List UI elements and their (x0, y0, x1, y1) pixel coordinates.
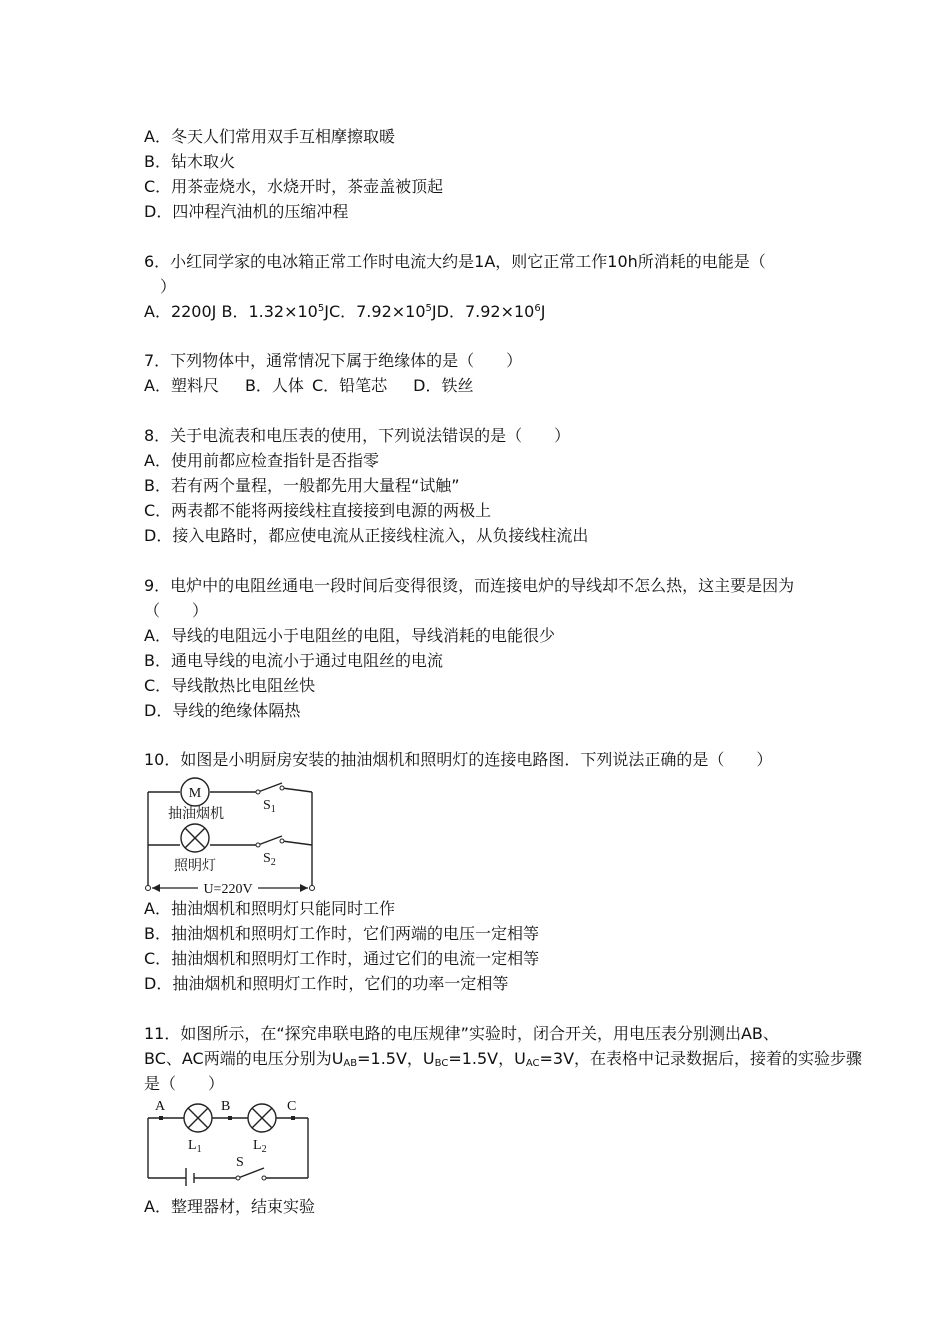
q6-stem: 6．小红同学家的电冰箱正常工作时电流大约是1A，则它正常工作10h所消耗的电能是（ (144, 252, 766, 271)
q9-option-b: B．通电导线的电流小于通过电阻丝的电流 (144, 651, 443, 670)
q10-option-a: A．抽油烟机和照明灯只能同时工作 (144, 899, 395, 918)
point-b-label: B (221, 1099, 231, 1114)
q7-options (144, 376, 473, 396)
point-c-label: C (287, 1099, 297, 1114)
point-a-label: A (155, 1099, 166, 1114)
q8-option-b: B．若有两个量程，一般都先用大量程“试触” (144, 476, 460, 495)
q9-stem-continued: （ ） (144, 601, 209, 620)
q10-option-d: D．抽油烟机和照明灯工作时，它们的功率一定相等 (144, 974, 509, 993)
q8-stem: 8．关于电流表和电压表的使用，下列说法错误的是（ ） (144, 426, 571, 445)
q10-option-c: C．抽油烟机和照明灯工作时，通过它们的电流一定相等 (144, 949, 540, 968)
q9-option-a: A．导线的电阻远小于电阻丝的电阻，导线消耗的电能很少 (144, 626, 555, 645)
q10-stem: 10．如图是小明厨房安装的抽油烟机和照明灯的连接电路图．下列说法正确的是（ ） (144, 750, 773, 769)
lamp-l1-label: $L_1$ (188, 1138, 202, 1155)
q7-stem: 7．下列物体中，通常情况下属于绝缘体的是（ ） (144, 351, 523, 370)
q5-option-c: C．用茶壶烧水，水烧开时，茶壶盖被顶起 (144, 177, 444, 196)
q7-option-b: B．人体 (244, 376, 304, 395)
motor-label: 抽油烟机 (168, 806, 224, 822)
switch-1-label: $S_1$ (263, 798, 276, 815)
q8-option-a: A．使用前都应检查指针是否指零 (144, 451, 379, 470)
q8-option-c: C．两表都不能将两接线柱直接接到电源的两极上 (144, 501, 492, 520)
voltage-label: U=220V (203, 882, 253, 897)
q6-option-b: B．$1.32\times 10^5J$ (221, 302, 329, 321)
q5-option-d: D．四冲程汽油机的压缩冲程 (144, 202, 349, 221)
q11-stem-line3: 是（ ） (144, 1074, 225, 1093)
q6-option-c: C．$7.92\times 10^5J$ (328, 302, 437, 321)
q7-option-a: A．塑料尺 (144, 376, 219, 395)
q5-option-b: B．钻木取火 (144, 152, 235, 171)
q11-circuit-diagram (140, 1094, 320, 1186)
switch-label: S (236, 1155, 244, 1170)
motor-symbol-label: M (188, 786, 202, 801)
q6-stem-continued: ） (160, 277, 177, 296)
q9-option-c: C．导线散热比电阻丝快 (144, 676, 316, 695)
lamp-l2-label: $L_2$ (253, 1138, 267, 1155)
q11-option-a: A．整理器材，结束实验 (144, 1197, 315, 1216)
q6-option-d: D．$7.92\times 10^6J$ (436, 302, 546, 321)
switch-2-label: $S_2$ (263, 851, 276, 868)
q8-option-d: D．接入电路时，都应使电流从正接线柱流入，从负接线柱流出 (144, 526, 589, 545)
q9-stem: 9．电炉中的电阻丝通电一段时间后变得很烫，而连接电炉的导线却不怎么热，这主要是因为 (144, 576, 795, 595)
q7-option-d: D．铁丝 (413, 376, 474, 395)
q5-option-a: A．冬天人们常用双手互相摩擦取暖 (144, 127, 395, 146)
q11-stem-line2: BC、AC两端的电压分别为$U_{AB}=1.5V$，$U_{BC}=1.5V$，$U_{AC}=3V$，在表格中记录数据后，接着的实验步骤 (144, 1049, 863, 1069)
q10-circuit-diagram (140, 772, 330, 897)
q11-stem: 11．如图所示，在“探究串联电路的电压规律”实验时，闭合开关，用电压表分别测出AB、 (144, 1024, 779, 1043)
q6-option-a: A．2200J (144, 302, 217, 321)
q10-option-b: B．抽油烟机和照明灯工作时，它们两端的电压一定相等 (144, 924, 539, 943)
q7-option-c: C．铅笔芯 (311, 376, 388, 395)
lamp-label: 照明灯 (174, 858, 216, 874)
q9-option-d: D．导线的绝缘体隔热 (144, 701, 301, 720)
q6-options (144, 302, 545, 322)
